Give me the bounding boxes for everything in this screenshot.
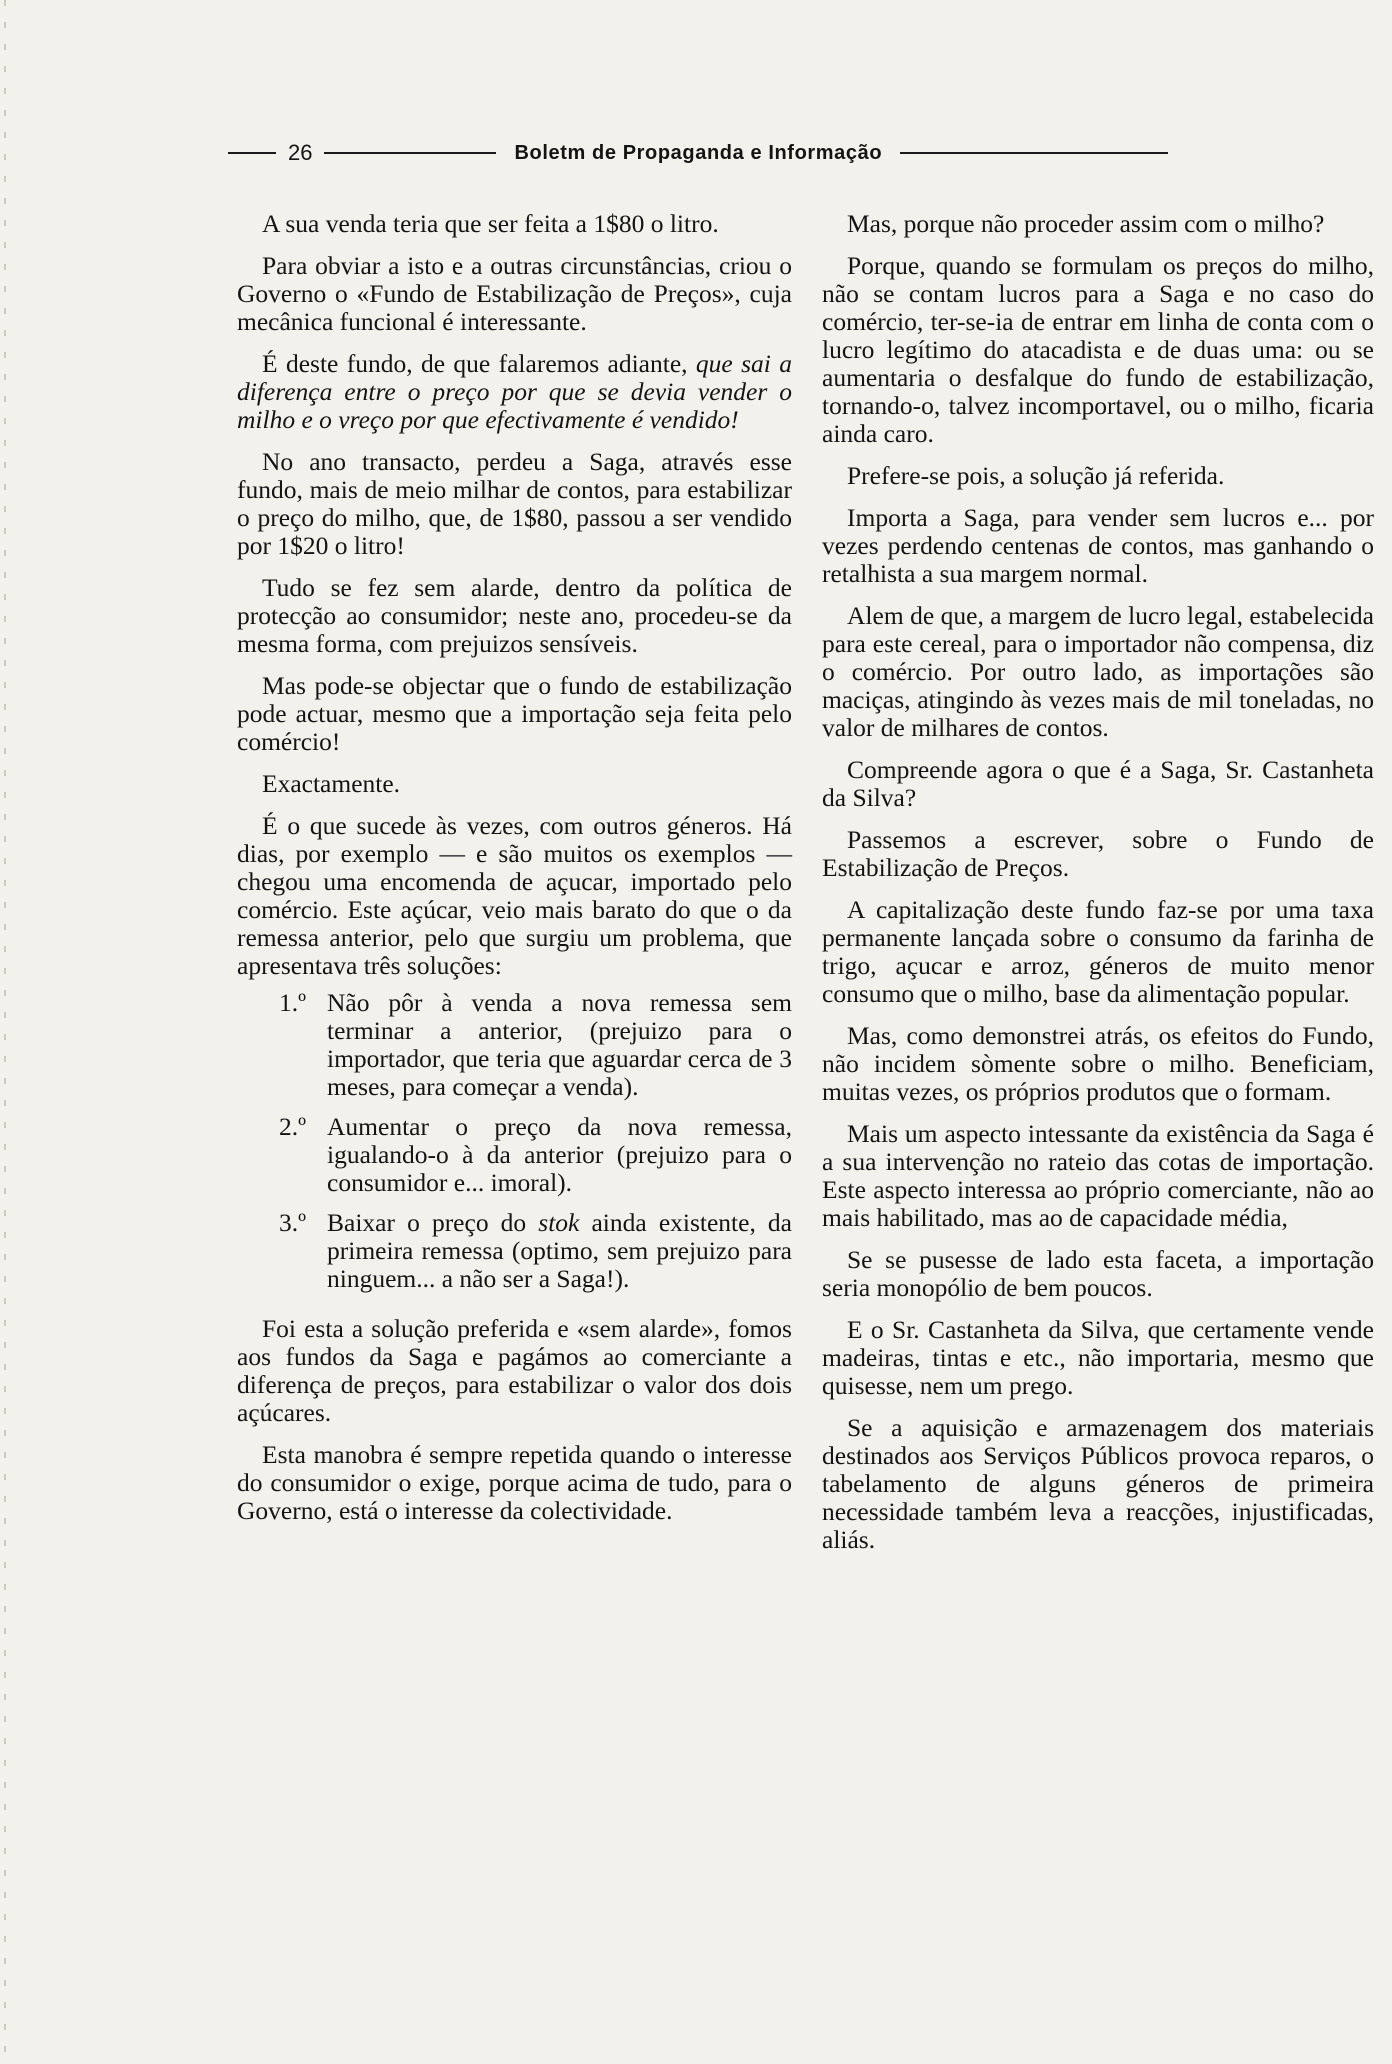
list-item-number: 3.º <box>279 1208 307 1237</box>
paragraph: Esta manobra é sempre repetida quando o interesse do consumidor o exige, porque acima de tudo, para o Governo, está o interesse da colectividade. <box>237 1440 792 1525</box>
paragraph: Prefere-se pois, a solução já referida. <box>847 461 1225 490</box>
paragraph: Mas, porque não proceder assim com o milho? <box>847 209 1325 238</box>
paragraph: Alem de que, a margem de lucro legal, estabelecida para este cereal, para o importador não compensa, diz o comércio. Por outro lado, as importações são maciças, atingindo às vezes mais de mil toneladas, no valor de milhares de contos. <box>822 601 1374 742</box>
paragraph: No ano transacto, perdeu a Saga, através esse fundo, mais de meio milhar de contos, para estabilizar o preço do milho, que, de 1$80, passou a ser vendido por 1$20 o litro! <box>237 447 792 560</box>
paragraph: Passemos a escrever, sobre o Fundo de Estabilização de Preços. <box>822 825 1374 882</box>
list-item <box>279 1209 792 1293</box>
paragraph: Foi esta a solução preferida e «sem alarde», fomos aos fundos da Saga e pagámos ao comerciante a diferença de preços, para estabilizar o valor dos dois açúcares. <box>237 1314 792 1427</box>
list-item <box>279 1113 792 1197</box>
list-item-number: 2.º <box>279 1112 307 1141</box>
italic-word: stok <box>538 1208 580 1237</box>
header-rule-left <box>228 152 276 154</box>
paragraph: Exactamente. <box>262 769 401 798</box>
paragraph: A capitalização deste fundo faz-se por uma taxa permanente lançada sobre o consumo da farinha de trigo, açucar e arroz, géneros de muito menor consumo que o milho, base da alimentação popular. <box>822 895 1374 1008</box>
list-item-text: Aumentar o preço da nova remessa, igualando-o à da anterior (prejuizo para o consumidor e... imoral). <box>327 1112 792 1197</box>
left-column <box>237 210 792 1539</box>
paragraph <box>237 350 792 434</box>
header-rule-right <box>900 152 1168 154</box>
right-column <box>822 210 1374 1568</box>
paragraph: Para obviar a isto e a outras circunstâncias, criou o Governo o «Fundo de Estabilização de Preços», cuja mecânica funcional é interessante. <box>237 251 792 336</box>
list-item-text <box>327 1209 792 1293</box>
list-item-tail: ainda existente, da primeira remessa (optimo, sem prejuizo para ninguem... a não ser a Saga!). <box>327 1208 792 1293</box>
header-rule-middle <box>324 152 496 154</box>
list-item-number: 1.º <box>279 988 307 1017</box>
paragraph: É o que sucede às vezes, com outros géneros. Há dias, por exemplo — e são muitos os exemplos — chegou uma encomenda de açucar, importado pelo comércio. Este açúcar, veio mais barato do que o da remessa anterior, pelo que surgiu um problema, que apresentava três soluções: <box>237 811 792 980</box>
paragraph: Importa a Saga, para vender sem lucros e... por vezes perdendo centenas de contos, mas ganhando o retalhista a sua margem normal. <box>822 503 1374 588</box>
paragraph: Se se pusesse de lado esta faceta, a importação seria monopólio de bem poucos. <box>822 1245 1374 1302</box>
running-header <box>228 135 1353 171</box>
paragraph: Compreende agora o que é a Saga, Sr. Castanheta da Silva? <box>822 755 1374 812</box>
list-item-text: Não pôr à venda a nova remessa sem terminar a anterior, (prejuizo para o importador, que teria que aguardar cerca de 3 meses, para começar a venda). <box>327 988 792 1101</box>
paragraph: Porque, quando se formulam os preços do milho, não se contam lucros para a Saga e no caso do comércio, ter-se-ia de entrar em linha de conta com o lucro legítimo do atacadista e de duas uma: ou se aumentaria o desfalque do fundo de estabilização, tornando-o, talvez incomportavel, ou o milho, ficaria ainda caro. <box>822 251 1374 448</box>
list-item-lead: Baixar o preço do <box>327 1208 527 1237</box>
paragraph: Mas, como demonstrei atrás, os efeitos do Fundo, não incidem sòmente sobre o milho. Beneficiam, muitas vezes, os próprios produtos que o formam. <box>822 1021 1374 1106</box>
scan-margin-artifact <box>4 0 6 2064</box>
paragraph: Mas pode-se objectar que o fundo de estabilização pode actuar, mesmo que a importação seja feita pelo comércio! <box>237 671 792 756</box>
list-item <box>279 989 792 1101</box>
paragraph: E o Sr. Castanheta da Silva, que certamente vende madeiras, tintas e etc., não importaria, mesmo que quisesse, nem um prego. <box>822 1315 1374 1400</box>
paragraph: Mais um aspecto intessante da existência da Saga é a sua intervenção no rateio das cotas de importação. Este aspecto interessa ao próprio comerciante, não ao mais habilitado, mas ao de capacidade média, <box>822 1119 1374 1232</box>
italic-emphasis: que sai a diferença entre o preço por que se devia vender o milho e o vreço por que efectivamente é vendido! <box>237 349 793 434</box>
page-number: 26 <box>288 140 313 165</box>
paragraph-lead: É deste fundo, de que falaremos adiante, <box>262 349 688 378</box>
paragraph: Tudo se fez sem alarde, dentro da política de protecção ao consumidor; neste ano, procedeu-se da mesma forma, com prejuizos sensíveis. <box>237 573 792 658</box>
paragraph: Se a aquisição e armazenagem dos materiais destinados aos Serviços Públicos provoca reparos, o tabelamento de alguns géneros de primeira necessidade também leva a reacções, injustificadas, aliás. <box>822 1413 1374 1554</box>
paragraph: A sua venda teria que ser feita a 1$80 o litro. <box>262 209 719 238</box>
publication-title: Boletm de Propaganda e Informação <box>514 141 883 164</box>
